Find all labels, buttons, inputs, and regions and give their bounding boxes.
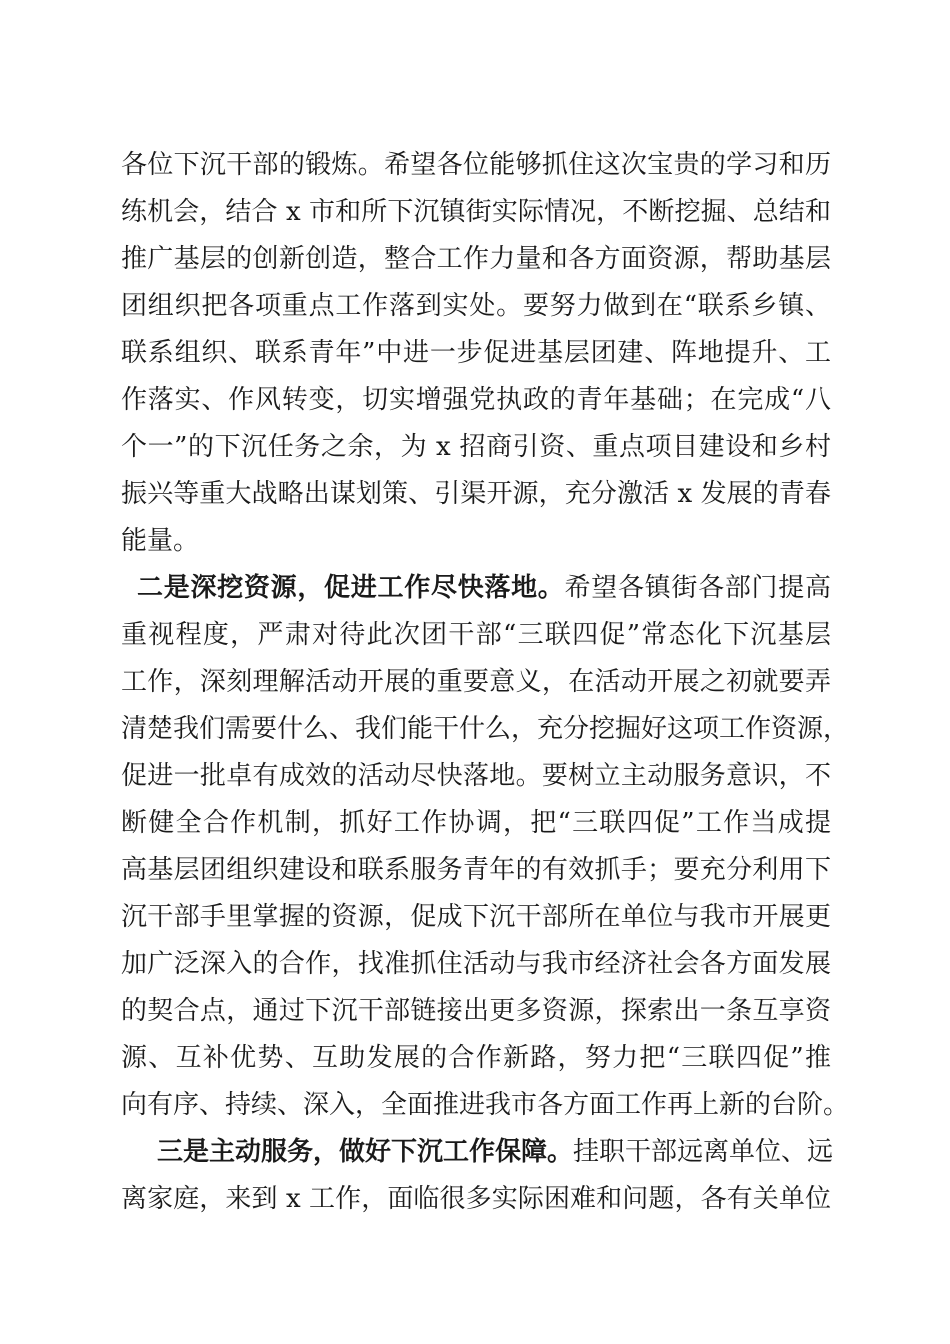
paragraph-3 bbox=[121, 1129, 834, 1223]
text-line: 向有序、持续、深入，全面推进我市各方面工作再上新的台阶。 bbox=[121, 1090, 850, 1120]
text-line: 团组织把各项重点工作落到实处。要努力做到在“联系乡镇、 bbox=[121, 291, 831, 321]
text-line: 练机会，结合 x 市和所下沉镇街实际情况，不断挖掘、总结和 bbox=[121, 197, 831, 227]
text-line: 源、互补优势、互助发展的合作新路，努力把“三联四促”推 bbox=[121, 1043, 831, 1073]
text-line: 离家庭，来到 x 工作，面临很多实际困难和问题，各有关单位 bbox=[121, 1184, 831, 1214]
document-body bbox=[121, 142, 850, 1223]
text-line: 工作，深刻理解活动开展的重要意义，在活动开展之初就要弄 bbox=[121, 667, 831, 697]
paragraph-text: 希望各镇街各部门提高 bbox=[564, 573, 831, 603]
text-line: 作落实、作风转变，切实增强党执政的青年基础；在完成“八 bbox=[121, 385, 831, 415]
text-line: 断健全合作机制，抓好工作协调，把“三联四促”工作当成提 bbox=[121, 808, 831, 838]
text-line: 高基层团组织建设和联系服务青年的有效抓手；要充分利用下 bbox=[121, 855, 831, 885]
paragraph-1 bbox=[121, 142, 831, 565]
text-line: 清楚我们需要什么、我们能干什么，充分挖掘好这项工作资源， bbox=[121, 714, 850, 744]
text-line: 推广基层的创新创造，整合工作力量和各方面资源，帮助基层 bbox=[121, 244, 831, 274]
text-line: 振兴等重大战略出谋划策、引渠开源，充分激活 x 发展的青春 bbox=[121, 479, 831, 509]
paragraph-text: 挂职干部远离单位、远 bbox=[573, 1137, 834, 1167]
text-line: 能量。 bbox=[121, 526, 200, 556]
paragraph-heading: 三是主动服务，做好下沉工作保障。 bbox=[157, 1137, 574, 1167]
paragraph-first-line bbox=[121, 1129, 834, 1176]
text-line: 重视程度，严肃对待此次团干部“三联四促”常态化下沉基层 bbox=[121, 620, 831, 650]
paragraph-heading: 二是深挖资源，促进工作尽快落地。 bbox=[137, 573, 565, 603]
paragraph-2 bbox=[121, 565, 850, 1129]
text-line: 各位下沉干部的锻炼。希望各位能够抓住这次宝贵的学习和历 bbox=[121, 150, 831, 180]
text-line: 沉干部手里掌握的资源，促成下沉干部所在单位与我市开展更 bbox=[121, 902, 831, 932]
text-line: 联系组织、联系青年”中进一步促进基层团建、阵地提升、工 bbox=[121, 338, 831, 368]
text-line: 个一”的下沉任务之余，为 x 招商引资、重点项目建设和乡村 bbox=[121, 432, 831, 462]
text-line: 促进一批卓有成效的活动尽快落地。要树立主动服务意识，不 bbox=[121, 761, 831, 791]
text-line: 加广泛深入的合作，找准抓住活动与我市经济社会各方面发展 bbox=[121, 949, 831, 979]
paragraph-first-line bbox=[121, 565, 831, 612]
text-line: 的契合点，通过下沉干部链接出更多资源，探索出一条互享资 bbox=[121, 996, 831, 1026]
